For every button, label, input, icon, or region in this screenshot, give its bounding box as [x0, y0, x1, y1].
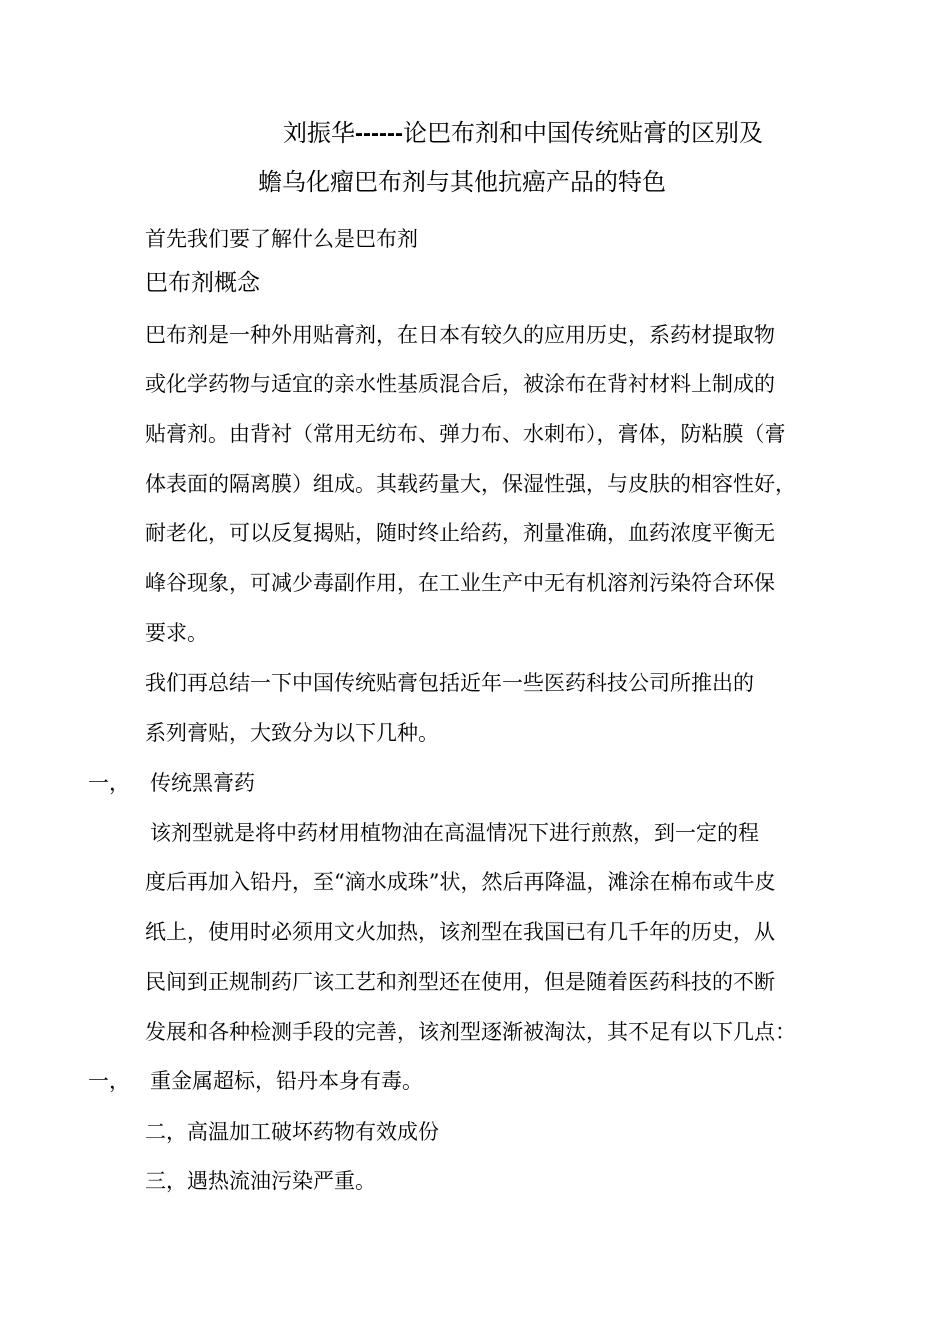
paragraph1-line: 体表面的隔离膜）组成。其载药量大，保湿性强，与皮肤的相容性好，: [145, 472, 796, 496]
list-item-1-text: 传统黑膏药: [150, 771, 255, 795]
point-1-marker: 一，: [88, 1069, 130, 1093]
paragraph3-line: 度后再加入铅丹，至“滴水成珠”状，然后再降温，滩涂在棉布或牛皮: [145, 870, 776, 894]
paragraph2-line: 我们再总结一下中国传统贴膏包括近年一些医药科技公司所推出的: [145, 671, 754, 695]
point-1-text: 重金属超标，铅丹本身有毒。: [150, 1069, 423, 1093]
title-main: 论巴布剂和中国传统贴膏的区别及: [402, 119, 763, 147]
paragraph3-line: 民间到正规制药厂该工艺和剂型还在使用，但是随着医药科技的不断: [145, 970, 775, 994]
point-2: 二，高温加工破坏药物有效成份: [145, 1120, 439, 1144]
paragraph3-line: 纸上，使用时必须用文火加热，该剂型在我国已有几千年的历史，从: [145, 920, 775, 944]
section-heading: 巴布剂概念: [145, 270, 260, 296]
paragraph1-line: 或化学药物与适宜的亲水性基质混合后，被涂布在背衬材料上制成的: [145, 372, 775, 396]
point-3: 三，遇热流油污染严重。: [145, 1169, 376, 1193]
author-name: 刘振华: [283, 119, 355, 147]
intro-line: 首先我们要了解什么是巴布剂: [145, 227, 418, 251]
document-title-line-2: 蟾乌化瘤巴布剂与其他抗癌产品的特色: [258, 168, 666, 196]
paragraph3-line: 发展和各种检测手段的完善，该剂型逐渐被淘汰，其不足有以下几点：: [145, 1020, 796, 1044]
paragraph3-line: 该剂型就是将中药材用植物油在高温情况下进行煎熬，到一定的程: [150, 821, 759, 845]
paragraph2-line: 系列膏贴，大致分为以下几种。: [145, 721, 439, 745]
title-dash: ------: [355, 120, 403, 147]
list-item-1-marker: 一，: [88, 771, 130, 795]
paragraph1-line: 贴膏剂。由背衬（常用无纺布、弹力布、水刺布），膏体，防粘膜（膏: [145, 422, 786, 446]
paragraph1-line: 要求。: [145, 621, 208, 645]
paragraph1-line: 巴布剂是一种外用贴膏剂，在日本有较久的应用历史，系药材提取物: [145, 323, 775, 347]
paragraph1-line: 耐老化，可以反复揭贴，随时终止给药，剂量准确，血药浓度平衡无: [145, 521, 775, 545]
document-title-line-1: [283, 116, 763, 151]
paragraph1-line: 峰谷现象，可减少毒副作用，在工业生产中无有机溶剂污染符合环保: [145, 571, 775, 595]
